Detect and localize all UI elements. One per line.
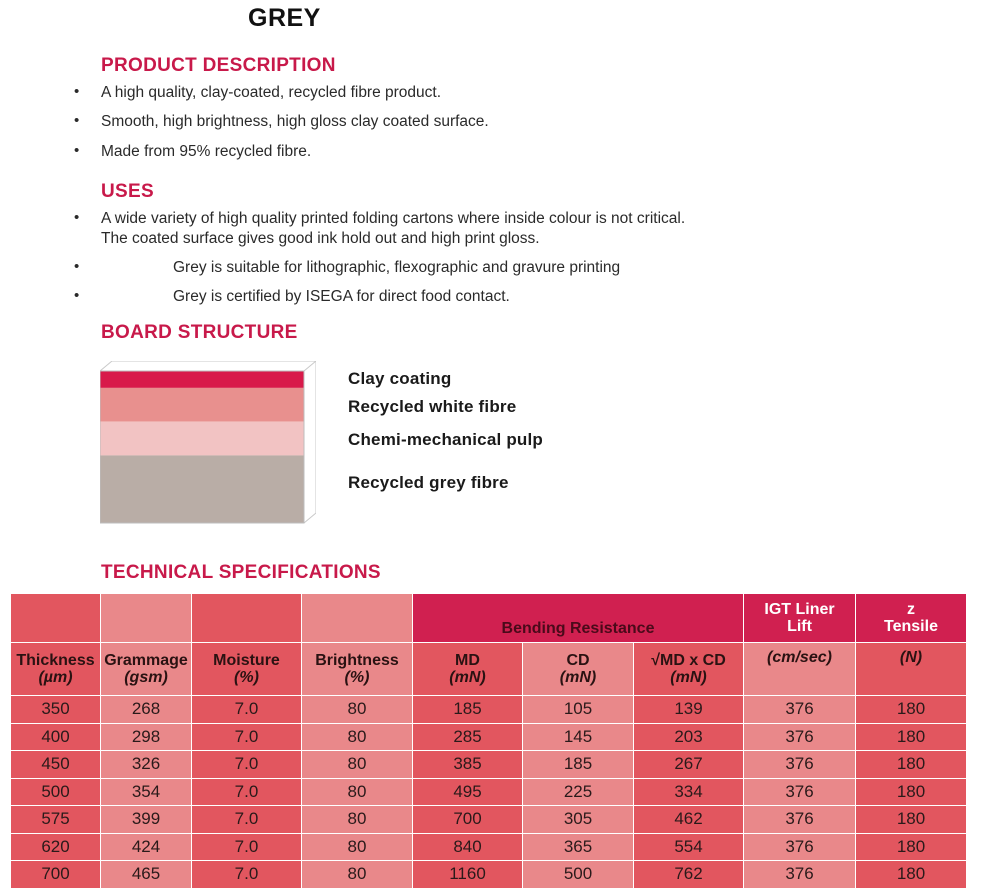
layer-label-recycled-white-fibre: Recycled white fibre <box>348 397 517 416</box>
column-header-name: Brightness <box>315 652 399 669</box>
board-layer-3 <box>100 455 304 523</box>
table-cell: 376 <box>744 696 856 724</box>
table-cell: 180 <box>856 806 967 834</box>
table-cell: 700 <box>413 806 523 834</box>
bullet-icon: • <box>74 209 80 226</box>
table-cell: 334 <box>634 778 744 806</box>
column-header <box>523 643 634 696</box>
column-header-name: √MD x CD <box>651 652 726 669</box>
board-layers-svg <box>100 361 316 525</box>
table-cell: 450 <box>11 751 101 779</box>
table-cell: 7.0 <box>192 806 302 834</box>
table-cell: 376 <box>744 723 856 751</box>
list-item: Grey is certified by ISEGA for direct food contact. <box>173 288 510 305</box>
board-layer-0 <box>100 371 304 388</box>
table-cell: 105 <box>523 696 634 724</box>
table-cell: 840 <box>413 833 523 861</box>
table-row <box>11 778 967 806</box>
table-cell: 500 <box>11 778 101 806</box>
table-row <box>11 751 967 779</box>
table-cell: 7.0 <box>192 696 302 724</box>
column-header-unit: (N) <box>899 649 923 666</box>
bending-resistance-label: Bending Resistance <box>501 620 655 637</box>
table-cell: 139 <box>634 696 744 724</box>
table-cell: 180 <box>856 778 967 806</box>
table-cell: 7.0 <box>192 778 302 806</box>
table-row <box>11 696 967 724</box>
table-row <box>11 833 967 861</box>
table-cell: 267 <box>634 751 744 779</box>
table-cell: 575 <box>11 806 101 834</box>
table-cell: 500 <box>523 861 634 889</box>
board-layer-2 <box>100 422 304 456</box>
table-cell: 180 <box>856 833 967 861</box>
column-header-name: Grammage <box>104 652 188 669</box>
list-item: Made from 95% recycled fibre. <box>101 143 312 160</box>
list-item: A high quality, clay-coated, recycled fibre product. <box>101 84 442 101</box>
table-cell: 400 <box>11 723 101 751</box>
table-cell: 376 <box>744 806 856 834</box>
board-structure-heading: BOARD STRUCTURE <box>101 322 298 343</box>
table-cell: 80 <box>302 861 413 889</box>
column-header-unit: (%) <box>234 669 259 686</box>
table-cell: 80 <box>302 833 413 861</box>
column-header-name: Thickness <box>16 652 95 669</box>
layer-label-clay-coating: Clay coating <box>348 369 452 388</box>
table-cell: 268 <box>101 696 192 724</box>
table-cell: 225 <box>523 778 634 806</box>
column-header <box>192 643 302 696</box>
list-item: A wide variety of high quality printed folding cartons where inside colour is not critical. <box>101 210 686 227</box>
column-header <box>634 643 744 696</box>
igt-label: IGT Liner Lift <box>764 601 835 635</box>
column-header-name: Moisture <box>213 652 280 669</box>
bending-resistance-header <box>413 594 744 643</box>
column-header <box>11 643 101 696</box>
column-header-unit: (gsm) <box>124 669 168 686</box>
product-description-heading: PRODUCT DESCRIPTION <box>101 55 336 76</box>
header-blank <box>101 594 192 643</box>
table-cell: 462 <box>634 806 744 834</box>
table-cell: 354 <box>101 778 192 806</box>
table-cell: 1160 <box>413 861 523 889</box>
column-header <box>744 643 856 696</box>
bullet-icon: • <box>74 258 80 275</box>
table-cell: 399 <box>101 806 192 834</box>
page-title: GREY <box>248 4 321 32</box>
table-cell: 80 <box>302 751 413 779</box>
table-cell: 620 <box>11 833 101 861</box>
table-column-header-row <box>11 643 967 696</box>
board-layer-1 <box>100 388 304 422</box>
bullet-icon: • <box>74 142 80 159</box>
column-header <box>413 643 523 696</box>
table-cell: 285 <box>413 723 523 751</box>
table-cell: 180 <box>856 723 967 751</box>
bullet-icon: • <box>74 287 80 304</box>
table-cell: 7.0 <box>192 833 302 861</box>
table-row <box>11 806 967 834</box>
spec-table <box>10 593 967 889</box>
table-cell: 365 <box>523 833 634 861</box>
column-header-unit: (cm/sec) <box>767 649 832 666</box>
table-cell: 80 <box>302 696 413 724</box>
header-blank <box>11 594 101 643</box>
table-cell: 180 <box>856 696 967 724</box>
board-structure-diagram <box>100 361 316 525</box>
header-blank <box>302 594 413 643</box>
table-cell: 376 <box>744 778 856 806</box>
uses-heading: USES <box>101 181 154 202</box>
column-header-unit: (µm) <box>38 669 73 686</box>
column-header-unit: (mN) <box>670 669 707 686</box>
table-cell: 305 <box>523 806 634 834</box>
table-cell: 180 <box>856 751 967 779</box>
column-header <box>101 643 192 696</box>
igt-header <box>744 594 856 643</box>
column-header-unit: (mN) <box>559 669 597 686</box>
table-cell: 80 <box>302 778 413 806</box>
header-blank <box>192 594 302 643</box>
table-cell: 350 <box>11 696 101 724</box>
column-header-name: MD <box>455 652 480 669</box>
box-edge <box>304 361 316 371</box>
table-cell: 145 <box>523 723 634 751</box>
table-cell: 376 <box>744 833 856 861</box>
table-cell: 185 <box>523 751 634 779</box>
column-header-unit: (mN) <box>449 669 486 686</box>
table-cell: 495 <box>413 778 523 806</box>
column-header-name: CD <box>566 652 590 669</box>
bullet-icon: • <box>74 112 80 129</box>
list-item: Smooth, high brightness, high gloss clay coated surface. <box>101 113 489 130</box>
list-item-continuation: The coated surface gives good ink hold out and high print gloss. <box>101 230 540 247</box>
technical-specifications-heading: TECHNICAL SPECIFICATIONS <box>101 562 381 583</box>
z-tensile-label: z Tensile <box>884 601 938 635</box>
table-cell: 762 <box>634 861 744 889</box>
layer-label-chemi-mechanical-pulp: Chemi-mechanical pulp <box>348 430 544 449</box>
table-cell: 80 <box>302 806 413 834</box>
table-cell: 376 <box>744 751 856 779</box>
table-row <box>11 723 967 751</box>
table-cell: 326 <box>101 751 192 779</box>
table-cell: 554 <box>634 833 744 861</box>
column-header <box>856 643 967 696</box>
table-cell: 203 <box>634 723 744 751</box>
table-cell: 185 <box>413 696 523 724</box>
table-cell: 424 <box>101 833 192 861</box>
table-cell: 180 <box>856 861 967 889</box>
table-cell: 7.0 <box>192 751 302 779</box>
table-cell: 385 <box>413 751 523 779</box>
table-cell: 376 <box>744 861 856 889</box>
column-header-unit: (%) <box>344 669 370 686</box>
list-item: Grey is suitable for lithographic, flexographic and gravure printing <box>173 259 621 276</box>
table-row <box>11 861 967 889</box>
table-group-header-row <box>11 594 967 643</box>
table-cell: 80 <box>302 723 413 751</box>
bullet-icon: • <box>74 83 80 100</box>
table-cell: 7.0 <box>192 861 302 889</box>
table-cell: 465 <box>101 861 192 889</box>
table-cell: 7.0 <box>192 723 302 751</box>
column-header <box>302 643 413 696</box>
table-cell: 298 <box>101 723 192 751</box>
z-tensile-header <box>856 594 967 643</box>
layer-label-recycled-grey-fibre: Recycled grey fibre <box>348 473 509 492</box>
table-cell: 700 <box>11 861 101 889</box>
